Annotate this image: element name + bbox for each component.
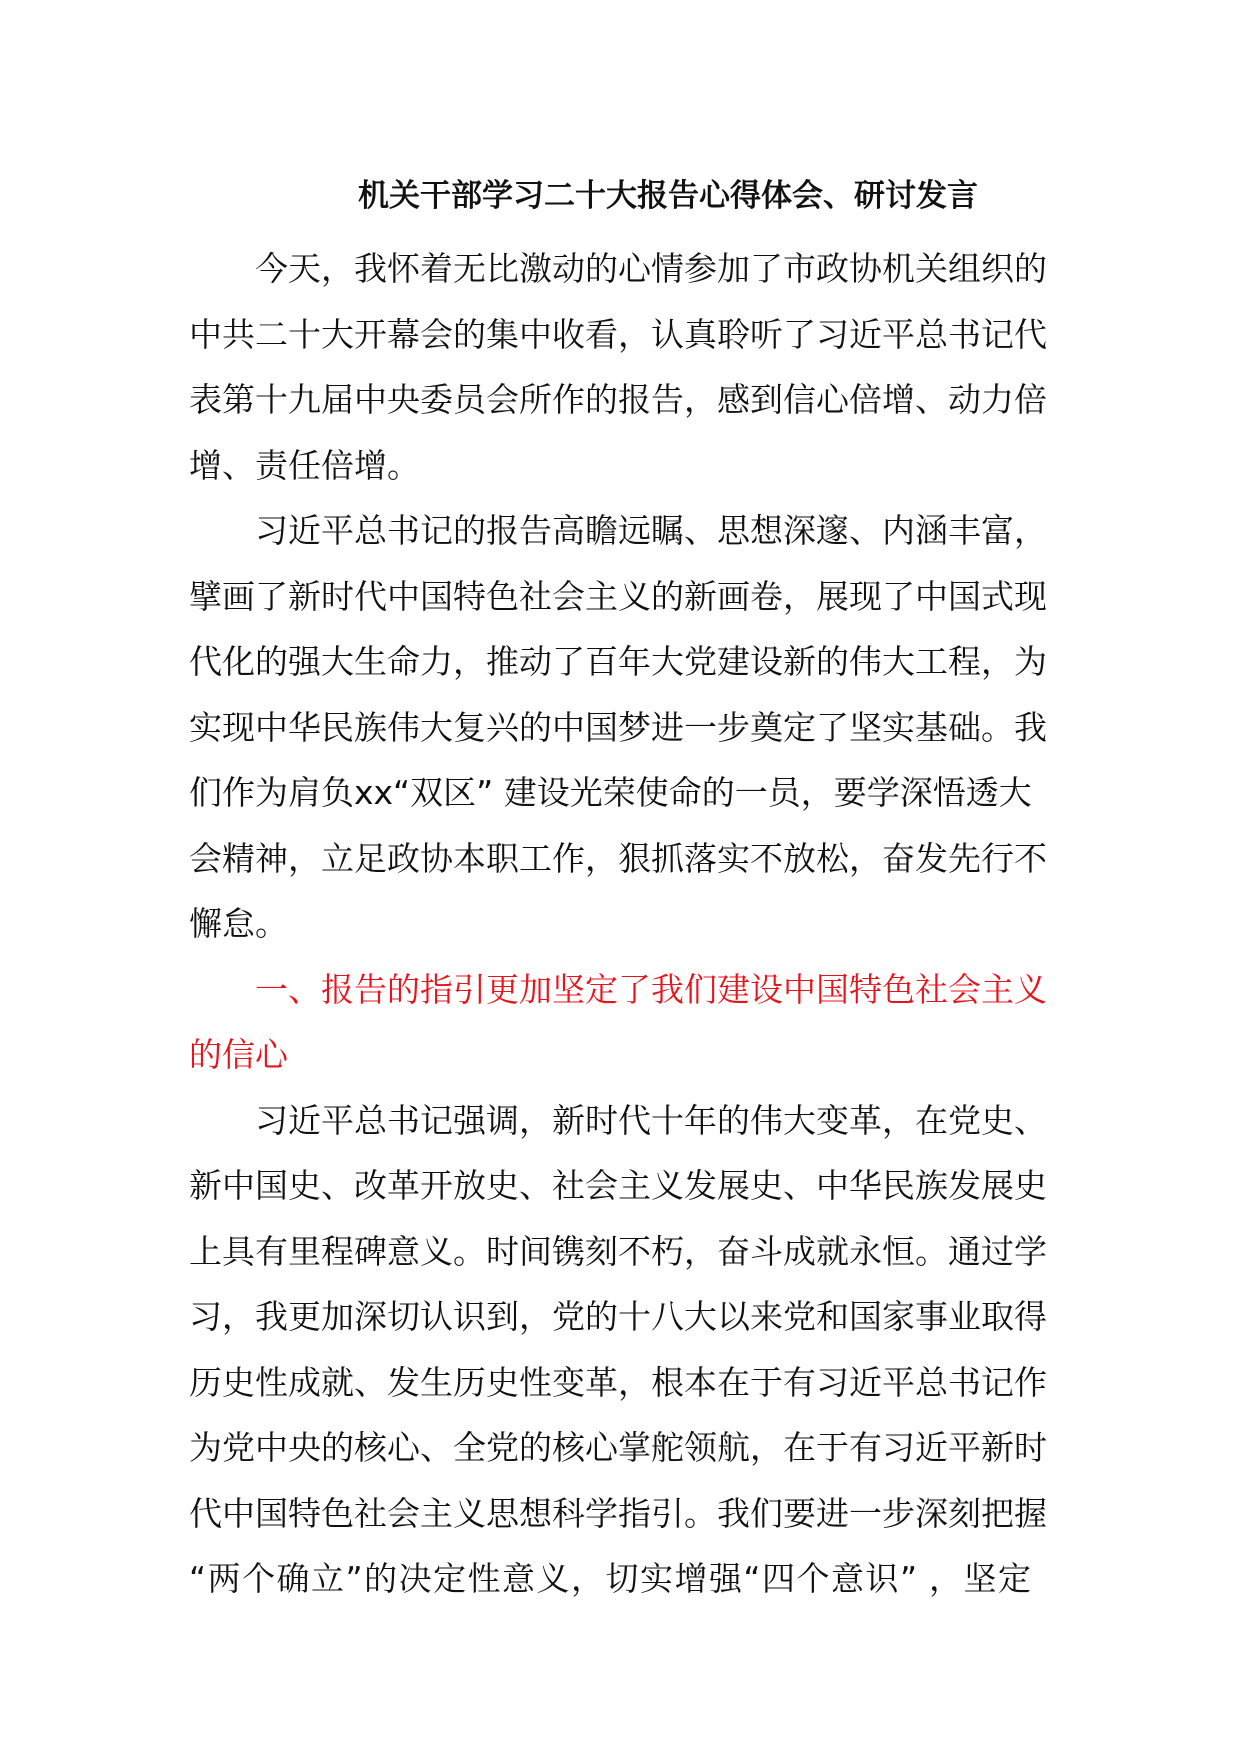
section-heading-line-2: 的信心 <box>189 1035 288 1074</box>
paragraph-2-line-4: 实现中华民族伟大复兴的中国梦进一步奠定了坚实基础。我 <box>189 707 1047 747</box>
paragraph-1-line-1: 今天，我怀着无比激动的心情参加了市政协机关组织的 <box>255 249 1047 288</box>
paragraph-2-line-5: 们作为肩负xx“双区” 建设光荣使命的一员，要学深悟透大 <box>189 773 1032 812</box>
paragraph-2-line-7: 懈怠。 <box>189 904 288 943</box>
paragraph-2-line-1: 习近平总书记的报告高瞻远瞩、思想深邃、内涵丰富， <box>255 511 1047 550</box>
paragraph-2-line-6: 会精神，立足政协本职工作，狠抓落实不放松，奋发先行不 <box>189 838 1047 878</box>
paragraph-2-line-3: 代化的强大生命力，推动了百年大党建设新的伟大工程，为 <box>189 642 1047 681</box>
paragraph-3-line-4: 习，我更加深切认识到，党的十八大以来党和国家事业取得 <box>189 1297 1047 1336</box>
paragraph-2-line-2: 擘画了新时代中国特色社会主义的新画卷，展现了中国式现 <box>189 576 1047 616</box>
paragraph-3-line-6: 为党中央的核心、全党的核心掌舵领航，在于有习近平新时 <box>189 1428 1047 1467</box>
paragraph-1-line-3: 表第十九届中央委员会所作的报告，感到信心倍增、动力倍 <box>189 380 1047 419</box>
document-body <box>189 236 1047 1612</box>
paragraph-3-line-8: “两个确立”的决定性意义，切实增强“四个意识” ，坚定 <box>189 1559 1031 1598</box>
document-title: 机关干部学习二十大报告心得体会、研讨发言 <box>358 178 978 214</box>
section-heading-line-1: 一、报告的指引更加坚定了我们建设中国特色社会主义 <box>255 969 1047 1009</box>
paragraph-1-line-2: 中共二十大开幕会的集中收看，认真聆听了习近平总书记代 <box>189 314 1047 354</box>
paragraph-3-line-7: 代中国特色社会主义思想科学指引。我们要进一步深刻把握 <box>189 1493 1047 1533</box>
paragraph-3-line-5: 历史性成就、发生历史性变革，根本在于有习近平总书记作 <box>189 1362 1047 1402</box>
paragraph-1-line-4: 增、责任倍增。 <box>189 445 420 485</box>
paragraph-3-line-1: 习近平总书记强调，新时代十年的伟大变革，在党史、 <box>255 1100 1047 1140</box>
paragraph-3-line-2: 新中国史、改革开放史、社会主义发展史、中华民族发展史 <box>189 1166 1047 1205</box>
paragraph-3-line-3: 上具有里程碑意义。时间镌刻不朽，奋斗成就永恒。通过学 <box>189 1231 1047 1271</box>
